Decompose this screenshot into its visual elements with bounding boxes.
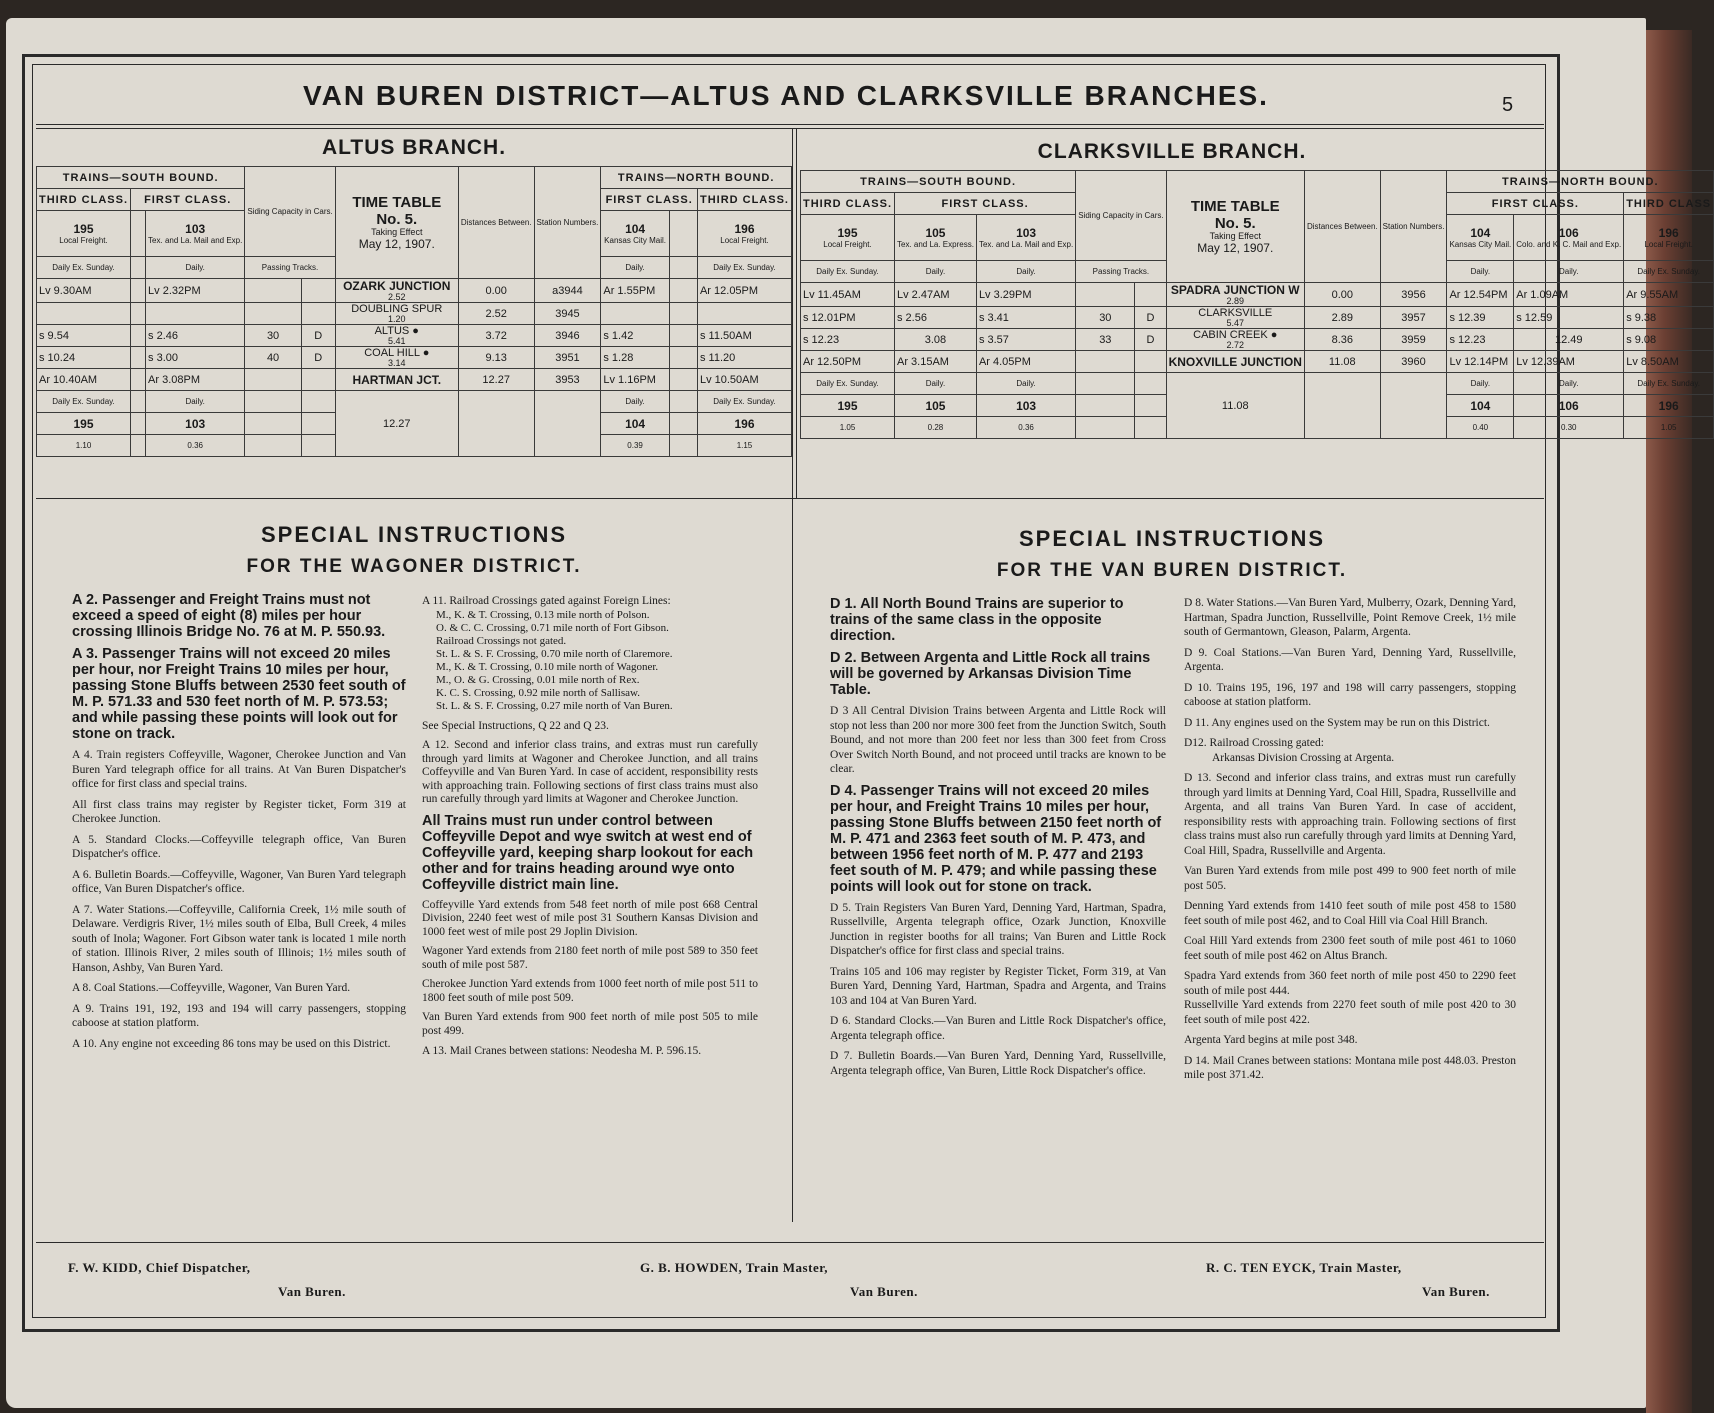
altus-train-196: 196 Local Freight. bbox=[697, 211, 791, 257]
clarks-passing-header: Passing Tracks. bbox=[1076, 261, 1166, 283]
instruction-a13: A 13. Mail Cranes between stations: Neodesha M. P. 596.15. bbox=[422, 1045, 702, 1057]
instructions-divider bbox=[792, 498, 793, 1222]
clarks-days-106: Daily. bbox=[1514, 261, 1624, 283]
clarksville-timetable bbox=[800, 170, 1714, 439]
altus-elapsed-196: 1.15 bbox=[697, 435, 791, 457]
instruction-d12b: Arkansas Division Crossing at Argenta. bbox=[1212, 751, 1395, 764]
altus-total-distance: 12.27 bbox=[335, 391, 458, 457]
altus-elapsed-195: 1.10 bbox=[37, 435, 131, 457]
clarks-third-class-sb: THIRD CLASS. bbox=[801, 193, 895, 215]
signature-howden: G. B. HOWDEN, Train Master, Van Buren. bbox=[640, 1260, 918, 1299]
instruction-a10: A 10. Any engine not exceeding 86 tons may be used on this District. bbox=[72, 1037, 391, 1050]
clarks-days-104: Daily. bbox=[1447, 261, 1514, 283]
clarks-elapsed-106: 0.30 bbox=[1514, 417, 1624, 439]
instruction-d10: D 10. Trains 195, 196, 197 and 198 will carry passengers, stopping caboose at station platform. bbox=[1184, 681, 1516, 708]
branch-divider bbox=[792, 128, 793, 498]
clarks-total-distance: 11.08 bbox=[1166, 373, 1304, 439]
table-row: DOUBLING SPUR 1.20 2.52 3945 bbox=[37, 303, 792, 325]
crossing-item: M., K. & T. Crossing, 0.10 mile north of Wagoner. bbox=[436, 660, 659, 673]
clarks-footer-195: 195 bbox=[801, 395, 895, 417]
vb-yard-coal-hill: Coal Hill Yard extends from 2300 feet south of mile post 461 to 1060 feet south of mile post 462 on Altus Branch. bbox=[1184, 935, 1516, 962]
instruction-a9: A 9. Trains 191, 192, 193 and 194 will carry passengers, stopping caboose at station platform. bbox=[72, 1002, 406, 1029]
instruction-a7: A 7. Water Stations.—Coffeyville, California Creek, 1½ mile south of Delaware. Verdigris River, 1½ miles south of Elba, Bull Creek, 4 miles south of Inola; Wagoner. Fort Gibson water tank is located 1 mile north of station. Illinois River, 2 miles south of Illinois; 1½ miles south of Hanson, Ashby, Van Buren Yard. bbox=[72, 903, 406, 974]
instruction-a11b: See Special Instructions, Q 22 and Q 23. bbox=[422, 719, 609, 732]
instruction-d5: D 5. Train Registers Van Buren Yard, Denning Yard, Hartman, Spadra, Russellville, Argenta telegraph office, Ozark Junction, Knoxville Junction in register booths for all trains; Van Buren and Little Rock Dispatcher's office for first class and special trains. bbox=[830, 901, 1166, 957]
altus-days-104: Daily. bbox=[601, 257, 669, 279]
altus-footer-195: 195 bbox=[37, 413, 131, 435]
vb-yard-russellville: Russellville Yard extends from 2270 feet south of mile post 420 to 30 feet south of mile post 422. bbox=[1184, 999, 1516, 1026]
crossing-item: K. C. S. Crossing, 0.92 mile north of Sallisaw. bbox=[436, 686, 641, 699]
instruction-a2: A 2. Passenger and Freight Trains must not exceed a speed of eight (8) miles per hour crossing Illinois Bridge No. 76 at M. P. 550.93. bbox=[72, 592, 386, 640]
altus-timetable bbox=[36, 166, 792, 457]
instruction-d7: D 7. Bulletin Boards.—Van Buren Yard, Denning Yard, Russellville, Argenta telegraph office, Van Buren, Little Rock Dispatcher's office. bbox=[830, 1050, 1166, 1077]
instruction-a11: A 11. Railroad Crossings gated against Foreign Lines: bbox=[422, 595, 671, 607]
vanburen-heading-2: FOR THE VAN BUREN DISTRICT. bbox=[996, 560, 1348, 581]
wagoner-col-2 bbox=[422, 594, 758, 1065]
signature-kidd: F. W. KIDD, Chief Dispatcher, Van Buren. bbox=[68, 1260, 346, 1299]
clarks-train-104: 104 Kansas City Mail. bbox=[1447, 215, 1514, 261]
vanburen-col-2 bbox=[1184, 596, 1516, 1089]
altus-third-class-sb: THIRD CLASS. bbox=[37, 189, 131, 211]
instruction-d2: D 2. Between Argenta and Little Rock all trains will be governed by Arkansas Division Time Table. bbox=[830, 650, 1151, 698]
altus-footer-days-195: Daily Ex. Sunday. bbox=[37, 391, 131, 413]
instruction-d8: D 8. Water Stations.—Van Buren Yard, Mulberry, Ozark, Denning Yard, Hartman, Spadra Junction, Russellville, Point Remove Creek, 1½ mile south of Germantown, Gleason, Palarm, Argenta. bbox=[1184, 597, 1516, 638]
altus-third-class-nb: THIRD CLASS. bbox=[697, 189, 791, 211]
clarks-station-numbers-header: Station Numbers. bbox=[1380, 171, 1447, 283]
clarks-footer-days-103: Daily. bbox=[976, 373, 1075, 395]
crossing-item: M., K. & T. Crossing, 0.13 mile north of Polson. bbox=[436, 608, 650, 621]
altus-days-195: Daily Ex. Sunday. bbox=[37, 257, 131, 279]
instruction-all-trains: All Trains must run under control between Coffeyville Depot and wye switch at west end of Coffeyville yard, keeping sharp lookout for each other and for trains heading around wye onto Coffeyville district main line. bbox=[422, 812, 754, 893]
instruction-d11: D 11. Any engines used on the System may be run on this District. bbox=[1184, 716, 1490, 729]
instruction-d5b: Trains 105 and 106 may register by Register Ticket, Form 319, at Van Buren Yard, Denning Yard, Hartman, Spadra and Argenta, and Trains 103 and 104 at Van Buren Yard. bbox=[830, 965, 1166, 1007]
clarks-footer-days-196: Daily Ex. Sunday. bbox=[1624, 373, 1714, 395]
altus-elapsed-103: 0.36 bbox=[146, 435, 245, 457]
title-rule bbox=[36, 124, 1544, 125]
altus-sb-header: TRAINS—SOUTH BOUND. bbox=[37, 167, 245, 189]
title-rule-2 bbox=[36, 128, 1544, 129]
altus-train-104: 104 Kansas City Mail. bbox=[601, 211, 669, 257]
clarks-train-105: 105 Tex. and La. Express. bbox=[895, 215, 977, 261]
altus-footer-days-196: Daily Ex. Sunday. bbox=[697, 391, 791, 413]
instruction-a3: A 3. Passenger Trains will not exceed 20 miles per hour, nor Freight Trains 10 miles per hour, passing Stone Bluffs between 2530 feet south of M. P. 571.33 and 530 feet north of M. P. 573.53; and while passing these points will look out for stone on track. bbox=[72, 646, 406, 742]
clarks-distances-header: Distances Between. bbox=[1304, 171, 1380, 283]
clarks-train-106: 106 Colo. and K. C. Mail and Exp. bbox=[1514, 215, 1624, 261]
signature-ten-eyck: R. C. TEN EYCK, Train Master, Van Buren. bbox=[1206, 1260, 1490, 1299]
yard-coffeyville: Coffeyville Yard extends from 548 feet north of mile post 668 Central Division, 2240 feet west of mile post 31 Southern Kansas Division and 1000 feet west of mile post 29 Joplin Division. bbox=[422, 898, 758, 938]
clarks-days-105: Daily. bbox=[895, 261, 977, 283]
wagoner-col-1 bbox=[72, 592, 406, 1057]
clarks-days-103: Daily. bbox=[976, 261, 1075, 283]
yard-wagoner: Wagoner Yard extends from 2180 feet north of mile post 589 to 350 feet south of mile post 587. bbox=[422, 945, 758, 971]
table-row: s 12.23 3.08 s 3.57 33 D CABIN CREEK ● 2.72 8.36 3959 s 12.23 12.49 s 9.08 bbox=[801, 329, 1714, 351]
wagoner-heading-2: FOR THE WAGONER DISTRICT. bbox=[246, 556, 582, 577]
instruction-a8: A 8. Coal Stations.—Coffeyville, Wagoner, Van Buren Yard. bbox=[72, 982, 351, 994]
altus-distances-header: Distances Between. bbox=[458, 167, 534, 279]
signature-rule bbox=[36, 1242, 1544, 1243]
clarks-nb-header: TRAINS—NORTH BOUND. bbox=[1447, 171, 1714, 193]
table-row: s 10.24 s 3.00 40 D COAL HILL ● 3.14 9.13 3951 s 1.28 s 11.20 bbox=[37, 347, 792, 369]
altus-days-196: Daily Ex. Sunday. bbox=[697, 257, 791, 279]
clarks-footer-days-105: Daily. bbox=[895, 373, 977, 395]
vb-yard-denning: Denning Yard extends from 1410 feet south of mile post 458 to 1580 feet south of mile post 462, and to Coal Hill via Coal Hill Branch. bbox=[1184, 900, 1516, 927]
branch-divider-2 bbox=[796, 128, 797, 498]
clarks-train-195: 195 Local Freight. bbox=[801, 215, 895, 261]
vb-yard-argenta: Argenta Yard begins at mile post 348. bbox=[1184, 1034, 1358, 1046]
table-row: Lv 9.30AM Lv 2.32PM OZARK JUNCTION 2.52 0.00 a3944 Ar 1.55PM Ar 12.05PM bbox=[37, 279, 792, 303]
altus-footer-196: 196 bbox=[697, 413, 791, 435]
clarks-train-103: 103 Tex. and La. Mail and Exp. bbox=[976, 215, 1075, 261]
clarks-footer-103: 103 bbox=[976, 395, 1075, 417]
altus-heading: ALTUS BRANCH. bbox=[321, 136, 507, 159]
instruction-d3: D 3 All Central Division Trains between Argenta and Little Rock will stop not less than 200 nor more 300 feet from the Junction Switch, South Bound, and not more than 200 feet nor less than 300 feet from Cross Over Switch North Bound, and not proceed until tracks are known to be clear. bbox=[830, 705, 1167, 775]
clarks-footer-104: 104 bbox=[1447, 395, 1514, 417]
clarks-footer-196: 196 bbox=[1624, 395, 1714, 417]
altus-days-103: Daily. bbox=[146, 257, 245, 279]
instruction-a4: A 4. Train registers Coffeyville, Wagoner, Cherokee Junction and Van Buren Yard telegraph office for all trains. At Van Buren Dispatcher's office for first class and special trains. bbox=[72, 749, 406, 790]
instruction-d6: D 6. Standard Clocks.—Van Buren and Little Rock Dispatcher's office, Argenta telegraph office. bbox=[830, 1015, 1166, 1042]
crossing-item: M., O. & G. Crossing, 0.01 mile north of Rex. bbox=[436, 673, 640, 686]
yard-van-buren: Van Buren Yard extends from 900 feet north of mile post 505 to mile post 499. bbox=[422, 1011, 758, 1037]
clarks-third-class-nb: THIRD CLASS bbox=[1624, 193, 1714, 215]
clarks-siding-header: Siding Capacity in Cars. bbox=[1076, 171, 1166, 261]
altus-elapsed-104: 0.39 bbox=[601, 435, 669, 457]
table-bottom-rule bbox=[36, 498, 1544, 499]
clarks-days-196: Daily Ex. Sunday. bbox=[1624, 261, 1714, 283]
table-row: s 12.01PM s 2.56 s 3.41 30 D CLARKSVILLE 5.47 2.89 3957 s 12.39 s 12.59 s 9.38 bbox=[801, 307, 1714, 329]
table-row: Ar 12.50PM Ar 3.15AM Ar 4.05PM KNOXVILLE JUNCTION 11.08 3960 Lv 12.14PM Lv 12.39AM Lv 8.50AM bbox=[801, 351, 1714, 373]
altus-station-numbers-header: Station Numbers. bbox=[534, 167, 601, 279]
instruction-a6: A 6. Bulletin Boards.—Coffeyville, Wagoner, Van Buren Yard telegraph office, Van Buren Dispatcher's office. bbox=[72, 868, 406, 895]
instruction-a5: A 5. Standard Clocks.—Coffeyville telegraph office, Van Buren Dispatcher's office. bbox=[72, 833, 406, 860]
altus-timetable-title: TIME TABLE No. 5. Taking Effect May 12, 1907. bbox=[335, 167, 458, 279]
instruction-d9: D 9. Coal Stations.—Van Buren Yard, Denning Yard, Russellville, Argenta. bbox=[1184, 646, 1516, 673]
altus-nb-header: TRAINS—NORTH BOUND. bbox=[601, 167, 792, 189]
altus-train-195: 195 Local Freight. bbox=[37, 211, 131, 257]
clarks-footer-days-104: Daily. bbox=[1447, 373, 1514, 395]
clarks-footer-days-106: Daily. bbox=[1514, 373, 1624, 395]
altus-footer-days-103: Daily. bbox=[146, 391, 245, 413]
crossing-item: St. L. & S. F. Crossing, 0.70 mile north of Claremore. bbox=[436, 647, 673, 660]
clarks-elapsed-103: 0.36 bbox=[976, 417, 1075, 439]
yard-cherokee: Cherokee Junction Yard extends from 1000 feet north of mile post 511 to 1800 feet south of mile post 509. bbox=[422, 978, 758, 1004]
crossing-item: Railroad Crossings not gated. bbox=[436, 634, 567, 647]
table-row: Ar 10.40AM Ar 3.08PM HARTMAN JCT. 12.27 3953 Lv 1.16PM Lv 10.50AM bbox=[37, 369, 792, 391]
clarks-train-196: 196 Local Freight. bbox=[1624, 215, 1714, 261]
crossing-item: St. L. & S. F. Crossing, 0.27 mile north of Van Buren. bbox=[436, 699, 673, 712]
instruction-a4b: All first class trains may register by Register ticket, Form 319 at Cherokee Junction. bbox=[72, 798, 406, 825]
instruction-d4: D 4. Passenger Trains will not exceed 20 miles per hour, and Freight Trains 10 miles per hour, passing Stone Bluffs between 2150 feet north of M. P. 471 and 2363 feet south of M. P. 473, and between 1956 feet north of M. P. 477 and 2193 feet south of M. P. 479; and while passing these points will look out for stone on track. bbox=[830, 782, 1162, 895]
crossing-item: O. & C. C. Crossing, 0.71 mile north of Fort Gibson. bbox=[436, 621, 669, 634]
clarks-sb-header: TRAINS—SOUTH BOUND. bbox=[801, 171, 1076, 193]
instruction-a12: A 12. Second and inferior class trains, and extras must run carefully through yard limits at Wagoner and Cherokee Junction, and all trains Coffeyville and Van Buren Yard. In case of accident, responsibility rests with approaching train. Following sections of first class trains must also run carefully through yard limits at Wagoner and Cherokee Junction. bbox=[422, 739, 758, 805]
wagoner-heading-1: SPECIAL INSTRUCTIONS bbox=[260, 522, 568, 547]
page-number: 5 bbox=[1502, 94, 1514, 116]
altus-first-class-sb: FIRST CLASS. bbox=[131, 189, 245, 211]
instruction-d1: D 1. All North Bound Trains are superior to trains of the same class in the opposite direction. bbox=[830, 596, 1124, 644]
clarks-first-class-nb: FIRST CLASS. bbox=[1447, 193, 1624, 215]
clarks-first-class-sb: FIRST CLASS. bbox=[895, 193, 1076, 215]
altus-passing-header: Passing Tracks. bbox=[245, 257, 335, 279]
vb-yard-spadra: Spadra Yard extends from 360 feet north of mile post 450 to 2290 feet south of mile post 444. bbox=[1184, 970, 1516, 997]
clarks-elapsed-195: 1.05 bbox=[801, 417, 895, 439]
instruction-d12: D12. Railroad Crossing gated: bbox=[1184, 737, 1324, 749]
clarks-timetable-title: TIME TABLE No. 5. Taking Effect May 12, 1907. bbox=[1166, 171, 1304, 283]
clarks-elapsed-105: 0.28 bbox=[895, 417, 977, 439]
altus-footer-days-104: Daily. bbox=[601, 391, 669, 413]
vanburen-col-1 bbox=[830, 596, 1166, 1084]
altus-train-103: 103 Tex. and La. Mail and Exp. bbox=[146, 211, 245, 257]
altus-footer-104: 104 bbox=[601, 413, 669, 435]
clarks-elapsed-196: 1.05 bbox=[1624, 417, 1714, 439]
altus-siding-header: Siding Capacity in Cars. bbox=[245, 167, 335, 257]
clarks-elapsed-104: 0.40 bbox=[1447, 417, 1514, 439]
table-row: s 9.54 s 2.46 30 D ALTUS ● 5.41 3.72 3946 s 1.42 s 11.50AM bbox=[37, 325, 792, 347]
page-title: VAN BUREN DISTRICT—ALTUS AND CLARKSVILLE BRANCHES. bbox=[303, 80, 1269, 111]
clarks-footer-106: 106 bbox=[1514, 395, 1624, 417]
clarks-days-195: Daily Ex. Sunday. bbox=[801, 261, 895, 283]
vanburen-heading-1: SPECIAL INSTRUCTIONS bbox=[1018, 526, 1326, 551]
table-row: Lv 11.45AM Lv 2.47AM Lv 3.29PM SPADRA JUNCTION W 2.89 0.00 3956 Ar 12.54PM Ar 1.09AM Ar 9.55AM bbox=[801, 283, 1714, 307]
altus-footer-103: 103 bbox=[146, 413, 245, 435]
instruction-d13: D 13. Second and inferior class trains, and extras must run carefully through yard limits at Denning Yard, Coal Hill, Spadra, Russellville and Argenta, and all trains Van Buren Yard. In case of accident, responsibility rests with approaching train. Following sections of first class trains must also run carefully through yard limits at Denning Yard, Coal Hill, Spadra, Russellville and Argenta. bbox=[1184, 772, 1516, 857]
vb-yard-van-buren: Van Buren Yard extends from mile post 499 to 900 feet north of mile post 505. bbox=[1184, 865, 1516, 892]
clarks-footer-days-195: Daily Ex. Sunday. bbox=[801, 373, 895, 395]
altus-first-class-nb: FIRST CLASS. bbox=[601, 189, 698, 211]
clarks-footer-105: 105 bbox=[895, 395, 977, 417]
clarksville-heading: CLARKSVILLE BRANCH. bbox=[1037, 140, 1307, 163]
instruction-d14: D 14. Mail Cranes between stations: Montana mile post 448.03. Preston mile post 371.42. bbox=[1184, 1054, 1516, 1081]
